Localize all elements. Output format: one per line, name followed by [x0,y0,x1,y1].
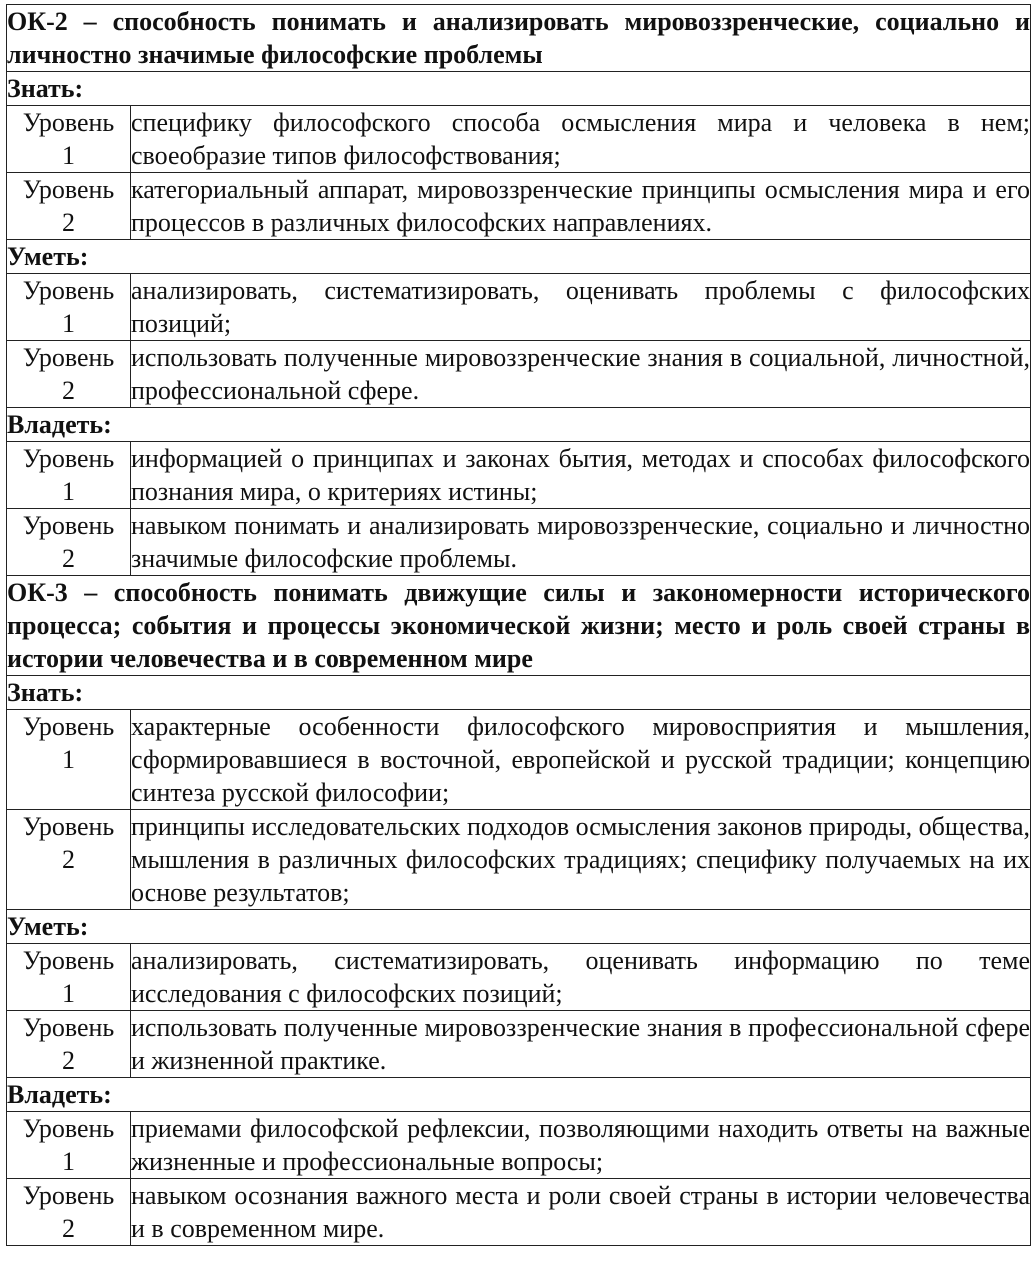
level-description: использовать полученные мировоззренческие знания в профессиональной сфере и жизненной практике. [131,1011,1031,1078]
level-number: 2 [62,1046,75,1075]
level-cell [7,810,131,910]
section-label: Владеть: [7,1078,1031,1112]
level-number: 1 [62,979,75,1008]
level-description: навыком понимать и анализировать мировоззренческие, социально и личностно значимые философские проблемы. [131,509,1031,576]
level-description: приемами философской рефлексии, позволяющими находить ответы на важные жизненные и профессиональные вопросы; [131,1112,1031,1179]
level-cell [7,1112,131,1179]
level-cell [7,173,131,240]
level-row [7,341,1031,408]
level-word: Уровень [22,946,115,975]
level-row [7,710,1031,810]
section-row [7,240,1031,274]
competency-dash: – [83,7,97,36]
competency-code: ОК-3 [7,578,68,607]
level-description: анализировать, систематизировать, оценивать проблемы с философских позиций; [131,274,1031,341]
level-number: 2 [62,376,75,405]
level-word: Уровень [22,511,115,540]
level-number: 1 [62,1147,75,1176]
level-cell [7,106,131,173]
level-row [7,944,1031,1011]
level-cell [7,944,131,1011]
section-row [7,408,1031,442]
level-row [7,274,1031,341]
competency-table [6,4,1031,1246]
level-row [7,173,1031,240]
competency-code: ОК-2 [7,7,68,36]
level-description: навыком осознания важного места и роли своей страны в истории человечества и в современном мире. [131,1179,1031,1246]
level-description: категориальный аппарат, мировоззренческие принципы осмысления мира и его процессов в различных философских направлениях. [131,173,1031,240]
section-row [7,910,1031,944]
level-word: Уровень [22,712,115,741]
level-number: 1 [62,309,75,338]
section-label: Уметь: [7,910,1031,944]
level-row [7,106,1031,173]
level-number: 1 [62,745,75,774]
level-description: использовать полученные мировоззренческие знания в социальной, личностной, профессиональной сфере. [131,341,1031,408]
section-label: Знать: [7,72,1031,106]
level-word: Уровень [22,812,115,841]
level-cell [7,509,131,576]
level-number: 2 [62,544,75,573]
level-word: Уровень [22,175,115,204]
level-description: специфику философского способа осмысления мира и человека в нем; своеобразие типов философствования; [131,106,1031,173]
competency-description: способность понимать движущие силы и закономерности исторического процесса; события и процессы экономической жизни; место и роль своей страны в истории человечества и в современном мире [7,578,1031,673]
section-label: Владеть: [7,408,1031,442]
level-row [7,810,1031,910]
level-word: Уровень [22,276,115,305]
level-description: принципы исследовательских подходов осмысления законов природы, общества, мышления в различных философских традициях; специфику получаемых на их основе результатов; [131,810,1031,910]
level-word: Уровень [22,1114,115,1143]
section-row [7,676,1031,710]
level-word: Уровень [22,1181,115,1210]
level-row [7,442,1031,509]
section-row [7,72,1031,106]
section-label: Знать: [7,676,1031,710]
competency-header-row [7,5,1031,72]
level-cell [7,710,131,810]
level-row [7,1179,1031,1246]
competency-table-body [7,5,1031,1246]
level-description: информацией о принципах и законах бытия, методах и способах философского познания мира, о критериях истины; [131,442,1031,509]
competency-header-row [7,576,1031,676]
level-cell [7,274,131,341]
level-description: анализировать, систематизировать, оценивать информацию по теме исследования с философских позиций; [131,944,1031,1011]
section-row [7,1078,1031,1112]
level-number: 2 [62,1214,75,1243]
level-word: Уровень [22,343,115,372]
level-row [7,1011,1031,1078]
section-label: Уметь: [7,240,1031,274]
competency-title [7,5,1031,72]
level-word: Уровень [22,108,115,137]
level-word: Уровень [22,1013,115,1042]
competency-document [6,4,1030,1246]
level-number: 1 [62,477,75,506]
level-number: 2 [62,208,75,237]
level-number: 2 [62,845,75,874]
level-number: 1 [62,141,75,170]
level-row [7,1112,1031,1179]
level-cell [7,442,131,509]
level-description: характерные особенности философского мировосприятия и мышления, сформировавшиеся в восточной, европейской и русской традиции; концепцию синтеза русской философии; [131,710,1031,810]
competency-description: способность понимать и анализировать мировоззренческие, социально и личностно значимые философские проблемы [7,7,1031,69]
level-cell [7,341,131,408]
competency-dash: – [84,578,98,607]
level-cell [7,1179,131,1246]
level-cell [7,1011,131,1078]
level-word: Уровень [22,444,115,473]
level-row [7,509,1031,576]
competency-title [7,576,1031,676]
